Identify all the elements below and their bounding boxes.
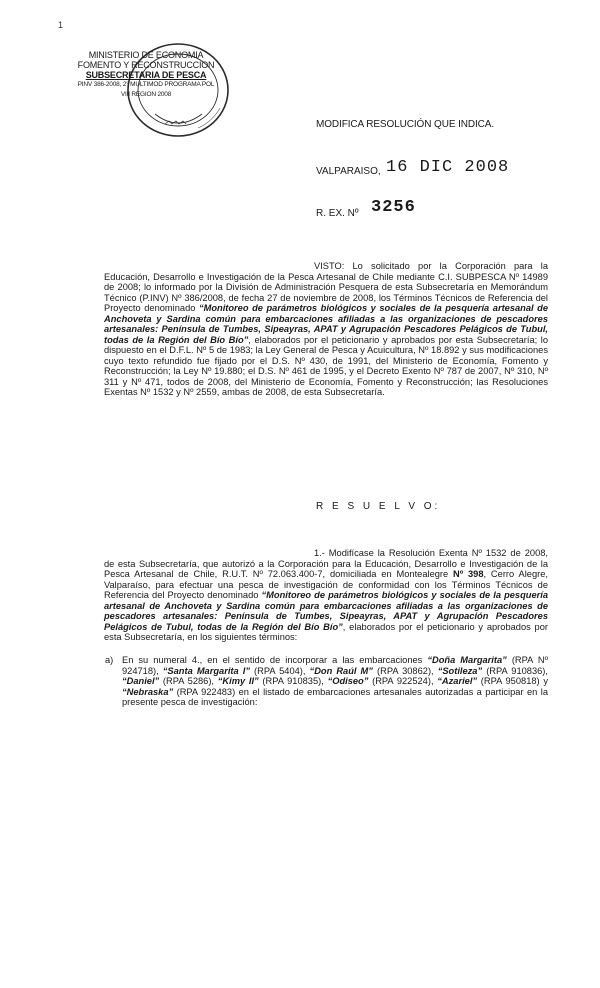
vessel-rpa: (RPA 910836), — [482, 665, 548, 676]
header-region: VIII REGION 2008 — [120, 91, 172, 98]
rex-number: 3256 — [371, 198, 416, 217]
vessel-name: “Odiseo” — [327, 676, 369, 686]
vessel-name: “Azariel” — [437, 676, 478, 686]
vessel-rpa: (RPA 30862), — [372, 665, 438, 676]
visto-text-2: , elaborados por el peticionario y aprobados por esta Subsecretaría; lo dispuesto en el D.F.L. Nº 5 de 1983; la Ley General de Pesca y Acuicultura, Nº 18.892 y sus modificaciones cuyo texto refundido fue fijado por el D.S. Nº 430, de 1991, del Ministerio de Economía, Fomento y Reconstrucción; la Ley Nº 19.880; el D.S. Nº 461 de 1995, y el Decreto Exento Nº 787 de 2007, Nº 310, Nº 311 y Nº 471, todos de 2008, del Ministerio de Economía, Fomento y Reconstrucción; las Resoluciones Exentas Nº 1532 y Nº 2559, ambas de 2008, de esta Subsecretaría. — [104, 334, 548, 397]
visto-lead: VISTO: — [314, 261, 345, 271]
vessel-name: “Santa Margarita I” — [162, 665, 250, 676]
resuelvo-heading: R E S U E L V O: — [316, 501, 441, 512]
header-subsecretaria: SUBSECRETARIA DE PESCA — [85, 70, 207, 80]
visto-text-1: Lo solicitado por la Corporación para la Educación, Desarrollo e Investigación de la Pesca Artesanal de Chile mediante C.I. SUBPESCA Nº 14989 de 2008; lo informado por la División de Administración Pesquera de esta Subsecretaría en Memorándum Técnico (P.INV) Nº 386/2008, de fecha 27 de noviembre de 2008, los Términos Técnicos de Referencia del Proyecto denominado — [104, 261, 548, 313]
vessel-name: “Doña Margarita” — [427, 655, 507, 665]
item-a-label: a) — [105, 655, 114, 665]
vessel-name: “Sotileza” — [437, 665, 483, 676]
item1-project-title: “Monitoreo de parámetros biológicos y sociales de la pesquería artesanal de Anchoveta y Sardina común para embarcaciones afiliadas a las organizaciones de pescadores artesanales: Península de Tumbes, Sipeayras, APAT y Agrupación Pescadores Pelágicos de Tubul, todas de la Región del Bío Bío” — [104, 590, 549, 632]
place-label: VALPARAISO, — [316, 166, 381, 177]
date-stamp: 16 DIC 2008 — [386, 158, 510, 177]
vessel-name: “Don Raúl M” — [309, 665, 373, 676]
item1-text-1: 1.- Modifícase la Resolución Exenta Nº 1532 de 2008, de esta Subsecretaría, que autorizó a la Corporación para la Educación, Desarrollo e Investigación de la Pesca Artesanal de Chile, R.U.T. Nº 72.063.400-7, domiciliada en Montealegre — [104, 548, 548, 579]
vessel-rpa: (RPA 922524), — [368, 676, 438, 686]
vessel-name: “Nebraska” — [122, 686, 174, 697]
resolution-subject: MODIFICA RESOLUCIÓN QUE INDICA. — [316, 119, 495, 130]
vessel-rpa: (RPA 950818) y — [477, 676, 549, 686]
visto-paragraph — [104, 261, 548, 398]
vessel-rpa: (RPA 5286), — [159, 676, 218, 686]
item-1-paragraph — [104, 548, 548, 643]
visto-project-title: “Monitoreo de parámetros biológicos y sociales de la pesquería artesanal de Anchoveta y Sardina común para embarcaciones afiliadas a las organizaciones de pescadores artesanales: Península de Tumbes, Sipeayras, APAT y Agrupación Pescadores Pelágicos de Tubul, todas de la Región del Bío Bío” — [104, 303, 548, 345]
vessel-rpa: (RPA 910835), — [258, 676, 328, 686]
ministry-header — [56, 50, 236, 100]
vessel-name: “Daniel” — [122, 676, 160, 686]
item-a-text-0: En su numeral 4., en el sentido de incorporar a las embarcaciones — [122, 655, 428, 665]
item-a-paragraph — [105, 655, 549, 708]
item1-text-3: , elaborados por el peticionario y aprobados por esta Subsecretaría, en los siguientes términos: — [104, 621, 548, 642]
page-mark: 1 — [58, 20, 64, 30]
vessel-name: “Kimy II” — [217, 676, 259, 686]
vessel-rpa: (RPA 5404), — [249, 665, 310, 676]
item1-address-number: Nº 398 — [453, 569, 484, 579]
vessel-rpa: (RPA 922483) en el listado de embarcaciones artesanales autorizadas a participar en la presente pesca de investigación: — [122, 686, 548, 707]
header-ministry: MINISTERIO DE ECONOMIA — [88, 50, 204, 60]
vessel-rpa: (RPA Nº 924718), — [122, 655, 548, 676]
header-fomento: FOMENTO Y RECONSTRUCCION — [77, 60, 215, 70]
header-pinv: PINV 386-2008, 2° MULTIMOD PROGRAMA POL — [77, 81, 215, 88]
rex-label: R. EX. Nº — [316, 208, 359, 219]
item1-text-2: , Cerro Alegre, Valparaíso, para efectuar una pesca de investigación de conformidad con los Términos Técnicos de Referencia del Proyecto denominado — [104, 569, 548, 600]
